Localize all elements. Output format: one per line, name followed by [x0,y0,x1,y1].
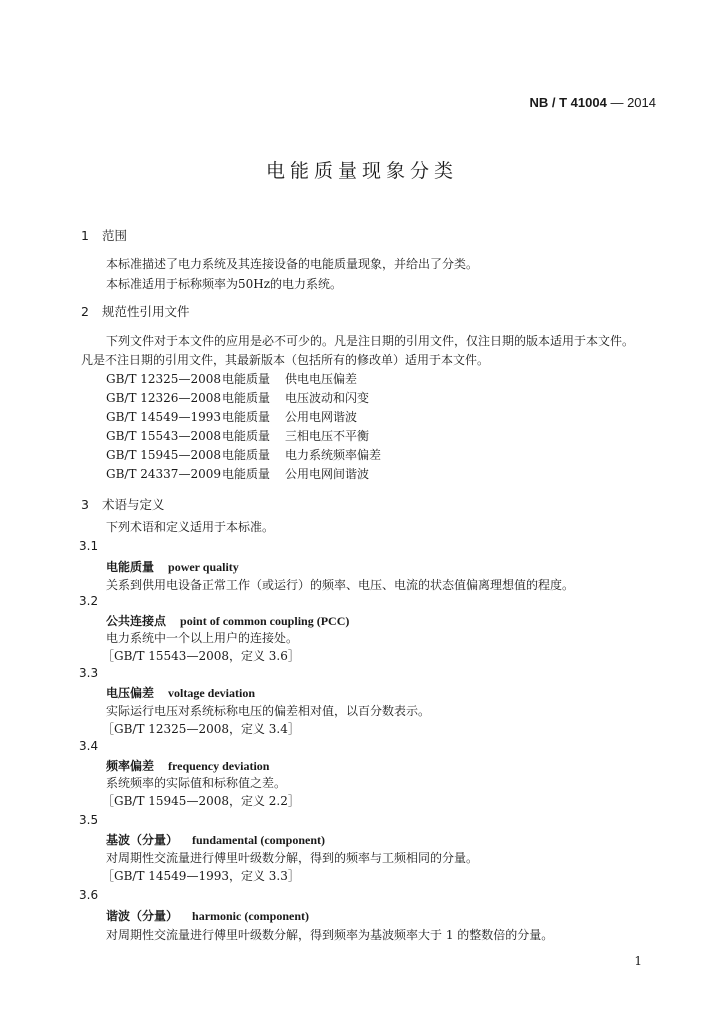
section-title: 范围 [102,228,128,243]
reference-item [106,465,369,482]
reference-item [106,446,381,463]
reference-item [106,427,369,444]
term-chinese: 基波（分量） [106,833,179,847]
reference-item [106,389,369,406]
term-number: 3.1 [79,539,99,553]
term-english: fundamental (component) [192,833,326,847]
term-number: 3.3 [79,666,99,680]
reference-code: GB/T 24337—2009 [106,467,221,481]
section-3-heading [81,495,165,513]
term-definition: 关系到供用电设备正常工作（或运行）的频率、电压、电流的状态值偏离理想值的程度。 [106,578,575,592]
term-source: ［GB/T 15945—2008，定义 2.2］ [102,794,300,808]
reference-category: 电能质量 [222,467,271,481]
term-heading [106,612,349,629]
reference-name: 三相电压不平衡 [285,429,370,443]
term-definition: 电力系统中一个以上用户的连接处。 [106,631,299,645]
paragraph: 下列文件对于本文件的应用是必不可少的。凡是注日期的引用文件，仅注日期的版本适用于本文件。 [106,334,635,348]
reference-name: 公用电网谐波 [285,410,358,424]
standard-code [530,95,656,110]
term-heading [106,831,325,848]
term-source: ［GB/T 14549—1993，定义 3.3］ [102,869,300,883]
paragraph: 本标准适用于标称频率为50Hz的电力系统。 [106,277,343,291]
term-chinese: 电压偏差 [106,686,155,700]
document-title: 电能质量现象分类 [265,160,458,182]
paragraph: 凡是不注日期的引用文件，其最新版本（包括所有的修改单）适用于本文件。 [81,353,490,367]
term-definition: 对周期性交流量进行傅里叶级数分解，得到的频率与工频相同的分量。 [106,851,479,865]
reference-code: GB/T 12325—2008 [106,372,221,386]
term-english: voltage deviation [168,686,256,700]
paragraph: 下列术语和定义适用于本标准。 [106,520,275,534]
term-heading [106,684,255,701]
reference-category: 电能质量 [222,429,271,443]
reference-item [106,370,357,387]
page-number: 1 [634,954,642,968]
section-title: 术语与定义 [102,497,165,512]
section-number: 2 [81,304,89,319]
reference-code: GB/T 15945—2008 [106,448,221,462]
reference-category: 电能质量 [222,410,271,424]
reference-category: 电能质量 [222,448,271,462]
reference-name: 电力系统频率偏差 [285,448,382,462]
term-source: ［GB/T 12325—2008，定义 3.4］ [102,722,300,736]
term-chinese: 频率偏差 [106,759,155,773]
standard-year: — 2014 [606,95,656,110]
term-heading [106,907,309,924]
reference-category: 电能质量 [222,372,271,386]
section-number: 3 [81,497,89,512]
term-english: harmonic (component) [192,909,310,923]
term-number: 3.5 [79,813,99,827]
term-number: 3.6 [79,888,99,902]
term-english: frequency deviation [168,759,270,773]
section-title: 规范性引用文件 [102,304,190,319]
reference-code: GB/T 14549—1993 [106,410,221,424]
reference-name: 公用电网间谐波 [285,467,370,481]
term-english: point of common coupling (PCC) [180,614,350,628]
reference-code: GB/T 15543—2008 [106,429,221,443]
reference-code: GB/T 12326—2008 [106,391,221,405]
term-chinese: 公共连接点 [106,614,167,628]
section-number: 1 [81,228,89,243]
term-heading [106,757,269,774]
reference-name: 供电电压偏差 [285,372,358,386]
reference-name: 电压波动和闪变 [285,391,370,405]
term-definition: 实际运行电压对系统标称电压的偏差相对值，以百分数表示。 [106,704,431,718]
term-heading [106,558,239,575]
standard-number: NB / T 41004 [529,95,607,110]
section-2-heading [81,302,190,320]
reference-category: 电能质量 [222,391,271,405]
paragraph: 本标准描述了电力系统及其连接设备的电能质量现象，并给出了分类。 [106,257,479,271]
term-number: 3.4 [79,739,99,753]
term-definition: 对周期性交流量进行傅里叶级数分解，得到频率为基波频率大于 1 的整数倍的分量。 [106,928,554,942]
term-number: 3.2 [79,594,99,608]
reference-item [106,408,357,425]
term-source: ［GB/T 15543—2008，定义 3.6］ [102,649,300,663]
term-definition: 系统频率的实际值和标称值之差。 [106,776,287,790]
term-english: power quality [168,560,239,574]
term-chinese: 电能质量 [106,560,155,574]
term-chinese: 谐波（分量） [106,909,179,923]
section-1-heading [81,226,127,244]
